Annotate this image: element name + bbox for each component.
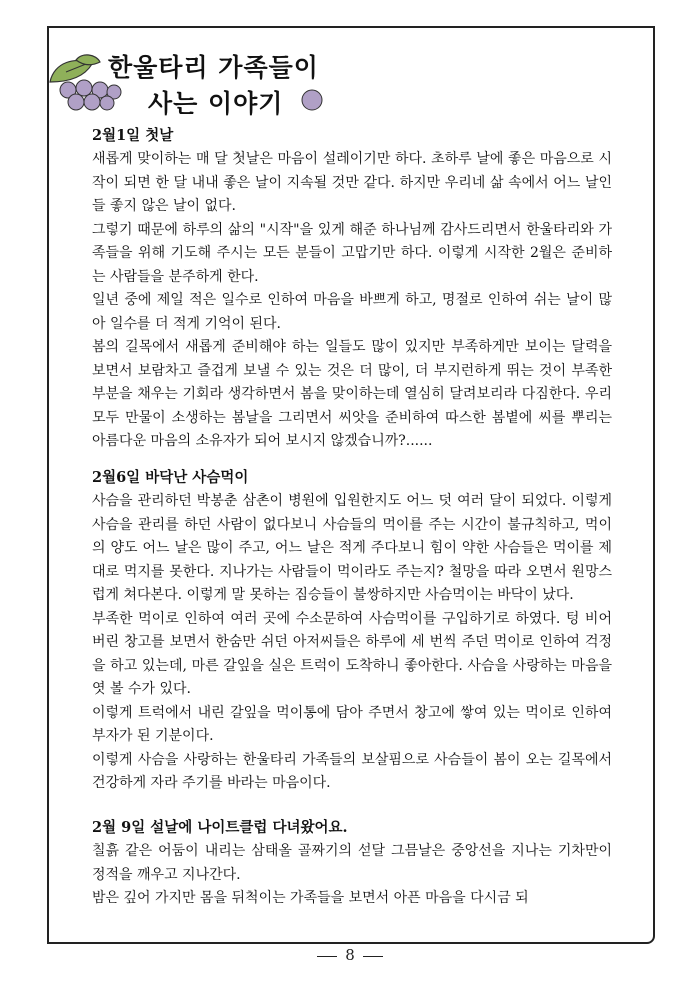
article-section-3 bbox=[92, 816, 612, 911]
paragraph: 부족한 먹이로 인하여 여러 곳에 수소문하여 사슴먹이를 구입하기로 하였다. 텅 비어버린 창고를 보면서 한숨만 쉬던 아저씨들은 하루에 세 번씩 주던 먹이로 인하여 걱정을 하고 있는데, 마른 갈잎을 실은 트럭이 도착하니 좋아한다. 사슴을 사랑하는 마음을 엿 볼 수가 있다. bbox=[92, 610, 612, 697]
section-heading: 2월6일 바닥난 사슴먹이 bbox=[92, 469, 249, 486]
page-footer bbox=[0, 946, 700, 964]
paragraph: 새롭게 맞이하는 매 달 첫날은 마음이 설레이기만 하다. 초하루 날에 좋은 마음으로 시작이 되면 한 달 내내 좋은 날이 지속될 것만 같다. 하지만 우리네 삶 속에서 어느 날인들 좋지 않은 날이 없다. bbox=[92, 151, 612, 214]
page-number: 8 bbox=[345, 946, 355, 964]
footer-dash-left bbox=[317, 956, 337, 957]
article-section-1 bbox=[92, 124, 612, 454]
page-title-line2: 사는 이야기 bbox=[148, 89, 284, 118]
paragraph: 봄의 길목에서 새롭게 준비해야 하는 일들도 많이 있지만 부족하게만 보이는 달력을 보면서 보람차고 즐겁게 보낼 수 있는 것은 더 많이, 더 부지런하게 뛰는 것이 부족한 부분을 채우는 기회라 생각하면서 봄을 맞이하는데 열심히 달려보리라 다짐한다. 우리 모두 만물이 소생하는 봄날을 그리면서 씨앗을 준비하여 따스한 봄볕에 씨를 뿌리는 아름다운 마음의 소유자가 되어 보시지 않겠습니까?...... bbox=[92, 339, 612, 449]
article-section-2 bbox=[92, 466, 612, 796]
paragraph: 일년 중에 제일 적은 일수로 인하여 마음을 바쁘게 하고, 명절로 인하여 쉬는 날이 많아 일수를 더 적게 기억이 된다. bbox=[92, 292, 612, 332]
paragraph: 이렇게 트럭에서 내린 갈잎을 먹이통에 담아 주면서 창고에 쌓여 있는 먹이로 인하여 부자가 된 기분이다. bbox=[92, 704, 612, 744]
section-heading: 2월 9일 설날에 나이트클럽 다녀왔어요. bbox=[92, 819, 348, 836]
grape-small-icon bbox=[298, 88, 326, 112]
section-heading: 2월1일 첫날 bbox=[92, 127, 174, 144]
page-title-line1: 한울타리 가족들이 bbox=[108, 53, 319, 82]
paragraph: 그렇기 때문에 하루의 삶의 "시작"을 있게 해준 하나님께 감사드리면서 한울타리와 가족들을 위해 기도해 주시는 모든 분들이 고맙기만 하다. 이렇게 시작한 2월은 준비하는 사람들을 분주하게 한다. bbox=[92, 221, 612, 285]
paragraph: 칠흙 같은 어둠이 내리는 삼태올 골짜기의 섣달 그믐날은 중앙선을 지나는 기차만이 정적을 깨우고 지나간다. bbox=[92, 843, 612, 883]
footer-dash-right bbox=[363, 956, 383, 957]
paragraph: 밤은 깊어 가지만 몸을 뒤척이는 가족들을 보면서 아픈 마음을 다시금 되 bbox=[92, 890, 529, 906]
paragraph: 이렇게 사슴을 사랑하는 한울타리 가족들의 보살핌으로 사슴들이 봄이 오는 길목에서 건강하게 자라 주기를 바라는 마음이다. bbox=[92, 751, 612, 791]
paragraph: 사슴을 관리하던 박봉춘 삼촌이 병원에 입원한지도 어느 덧 여러 달이 되었다. 이렇게 사슴을 관리를 하던 사람이 없다보니 사슴들의 먹이를 주는 시간이 불규칙하고, 먹이의 양도 어느 날은 많이 주고, 어느 날은 적게 주다보니 힘이 약한 사슴들은 먹이를 제대로 먹지를 못한다. 지나가는 사람들이 먹이라도 주는지? 철망을 따라 오면서 원망스럽게 쳐다본다. 이렇게 말 못하는 짐승들이 불쌍하지만 사슴먹이는 바닥이 났다. bbox=[92, 493, 612, 603]
